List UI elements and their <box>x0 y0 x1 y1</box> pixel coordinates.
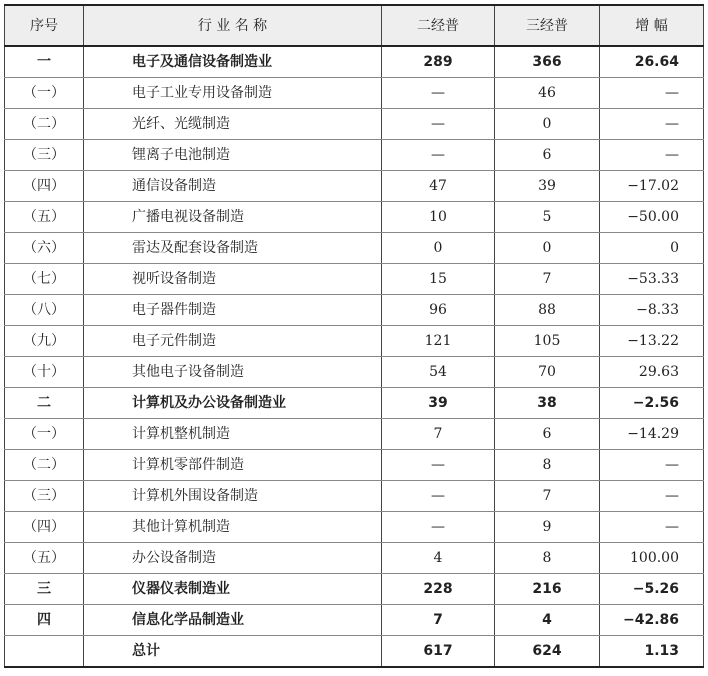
row-growth-value: — <box>600 78 704 109</box>
row-census-2-value: 7 <box>382 419 495 450</box>
header-industry-name: 行 业 名 称 <box>84 5 382 46</box>
row-growth-value: — <box>600 140 704 171</box>
row-census-3-value: 0 <box>495 109 600 140</box>
row-census-3-value: 105 <box>495 326 600 357</box>
row-index: （五） <box>5 202 84 233</box>
row-growth-value: −17.02 <box>600 171 704 202</box>
table-row <box>5 326 704 357</box>
row-growth-value: −5.26 <box>600 574 704 605</box>
row-census-2-value: — <box>382 481 495 512</box>
row-census-2-value: — <box>382 450 495 481</box>
table-row <box>5 419 704 450</box>
row-index: （二） <box>5 450 84 481</box>
row-industry-name: 锂离子电池制造 <box>84 140 382 171</box>
row-growth-value: 29.63 <box>600 357 704 388</box>
row-industry-name: 广播电视设备制造 <box>84 202 382 233</box>
row-industry-name: 信息化学品制造业 <box>84 605 382 636</box>
row-industry-name: 电子元件制造 <box>84 326 382 357</box>
row-census-2-value: 39 <box>382 388 495 419</box>
row-census-3-value: 9 <box>495 512 600 543</box>
table-body <box>5 46 704 667</box>
table-row <box>5 543 704 574</box>
row-index: （五） <box>5 543 84 574</box>
row-census-2-value: 289 <box>382 46 495 78</box>
row-census-3-value: 39 <box>495 171 600 202</box>
industry-comparison-table <box>4 4 704 668</box>
row-index <box>5 636 84 668</box>
row-census-3-value: 38 <box>495 388 600 419</box>
row-census-2-value: 617 <box>382 636 495 668</box>
row-industry-name: 仪器仪表制造业 <box>84 574 382 605</box>
industry-table-container <box>4 4 704 668</box>
table-row <box>5 109 704 140</box>
row-growth-value: 100.00 <box>600 543 704 574</box>
row-growth-value: −53.33 <box>600 264 704 295</box>
row-index: （九） <box>5 326 84 357</box>
row-census-2-value: 7 <box>382 605 495 636</box>
table-row <box>5 264 704 295</box>
row-index: （七） <box>5 264 84 295</box>
row-census-2-value: — <box>382 512 495 543</box>
row-census-3-value: 624 <box>495 636 600 668</box>
row-census-2-value: 47 <box>382 171 495 202</box>
row-index: 二 <box>5 388 84 419</box>
row-growth-value: 1.13 <box>600 636 704 668</box>
row-census-3-value: 8 <box>495 450 600 481</box>
row-industry-name: 办公设备制造 <box>84 543 382 574</box>
row-growth-value: 0 <box>600 233 704 264</box>
row-industry-name: 总计 <box>84 636 382 668</box>
row-census-3-value: 6 <box>495 419 600 450</box>
row-census-3-value: 216 <box>495 574 600 605</box>
row-industry-name: 计算机整机制造 <box>84 419 382 450</box>
row-census-3-value: 7 <box>495 264 600 295</box>
table-header <box>5 5 704 46</box>
row-census-3-value: 70 <box>495 357 600 388</box>
row-index: 一 <box>5 46 84 78</box>
row-census-3-value: 46 <box>495 78 600 109</box>
row-growth-value: — <box>600 481 704 512</box>
row-census-3-value: 5 <box>495 202 600 233</box>
row-industry-name: 其他电子设备制造 <box>84 357 382 388</box>
row-census-2-value: 0 <box>382 233 495 264</box>
row-industry-name: 雷达及配套设备制造 <box>84 233 382 264</box>
row-industry-name: 通信设备制造 <box>84 171 382 202</box>
row-index: 四 <box>5 605 84 636</box>
row-growth-value: — <box>600 109 704 140</box>
row-census-2-value: 121 <box>382 326 495 357</box>
row-industry-name: 计算机及办公设备制造业 <box>84 388 382 419</box>
row-index: （三） <box>5 140 84 171</box>
row-growth-value: −14.29 <box>600 419 704 450</box>
row-census-3-value: 7 <box>495 481 600 512</box>
row-census-2-value: — <box>382 140 495 171</box>
row-industry-name: 光纤、光缆制造 <box>84 109 382 140</box>
header-growth: 增 幅 <box>600 5 704 46</box>
header-index: 序号 <box>5 5 84 46</box>
row-census-3-value: 6 <box>495 140 600 171</box>
row-growth-value: −42.86 <box>600 605 704 636</box>
row-industry-name: 视听设备制造 <box>84 264 382 295</box>
row-census-2-value: 228 <box>382 574 495 605</box>
row-index: （一） <box>5 78 84 109</box>
table-row <box>5 388 704 419</box>
row-growth-value: — <box>600 512 704 543</box>
row-census-2-value: 15 <box>382 264 495 295</box>
row-index: （十） <box>5 357 84 388</box>
table-row <box>5 574 704 605</box>
table-row <box>5 202 704 233</box>
table-row <box>5 512 704 543</box>
table-row <box>5 233 704 264</box>
table-row <box>5 140 704 171</box>
row-industry-name: 电子及通信设备制造业 <box>84 46 382 78</box>
row-census-3-value: 0 <box>495 233 600 264</box>
table-row <box>5 171 704 202</box>
row-census-2-value: — <box>382 109 495 140</box>
row-census-3-value: 366 <box>495 46 600 78</box>
row-index: （六） <box>5 233 84 264</box>
row-industry-name: 计算机外围设备制造 <box>84 481 382 512</box>
row-census-2-value: 96 <box>382 295 495 326</box>
row-census-2-value: 10 <box>382 202 495 233</box>
row-index: （八） <box>5 295 84 326</box>
table-row <box>5 481 704 512</box>
row-index: （一） <box>5 419 84 450</box>
row-census-2-value: 54 <box>382 357 495 388</box>
row-growth-value: 26.64 <box>600 46 704 78</box>
row-industry-name: 电子器件制造 <box>84 295 382 326</box>
table-row <box>5 295 704 326</box>
row-census-2-value: — <box>382 78 495 109</box>
table-row <box>5 636 704 668</box>
row-industry-name: 其他计算机制造 <box>84 512 382 543</box>
row-growth-value: — <box>600 450 704 481</box>
table-row <box>5 450 704 481</box>
row-industry-name: 计算机零部件制造 <box>84 450 382 481</box>
row-industry-name: 电子工业专用设备制造 <box>84 78 382 109</box>
header-row <box>5 5 704 46</box>
table-row <box>5 605 704 636</box>
row-index: （四） <box>5 171 84 202</box>
row-census-3-value: 88 <box>495 295 600 326</box>
row-growth-value: −50.00 <box>600 202 704 233</box>
row-growth-value: −8.33 <box>600 295 704 326</box>
row-census-3-value: 8 <box>495 543 600 574</box>
header-census-2: 二经普 <box>382 5 495 46</box>
row-growth-value: −13.22 <box>600 326 704 357</box>
row-index: （三） <box>5 481 84 512</box>
header-census-3: 三经普 <box>495 5 600 46</box>
table-row <box>5 78 704 109</box>
row-census-3-value: 4 <box>495 605 600 636</box>
table-row <box>5 46 704 78</box>
row-index: 三 <box>5 574 84 605</box>
row-census-2-value: 4 <box>382 543 495 574</box>
table-row <box>5 357 704 388</box>
row-index: （二） <box>5 109 84 140</box>
row-index: （四） <box>5 512 84 543</box>
row-growth-value: −2.56 <box>600 388 704 419</box>
